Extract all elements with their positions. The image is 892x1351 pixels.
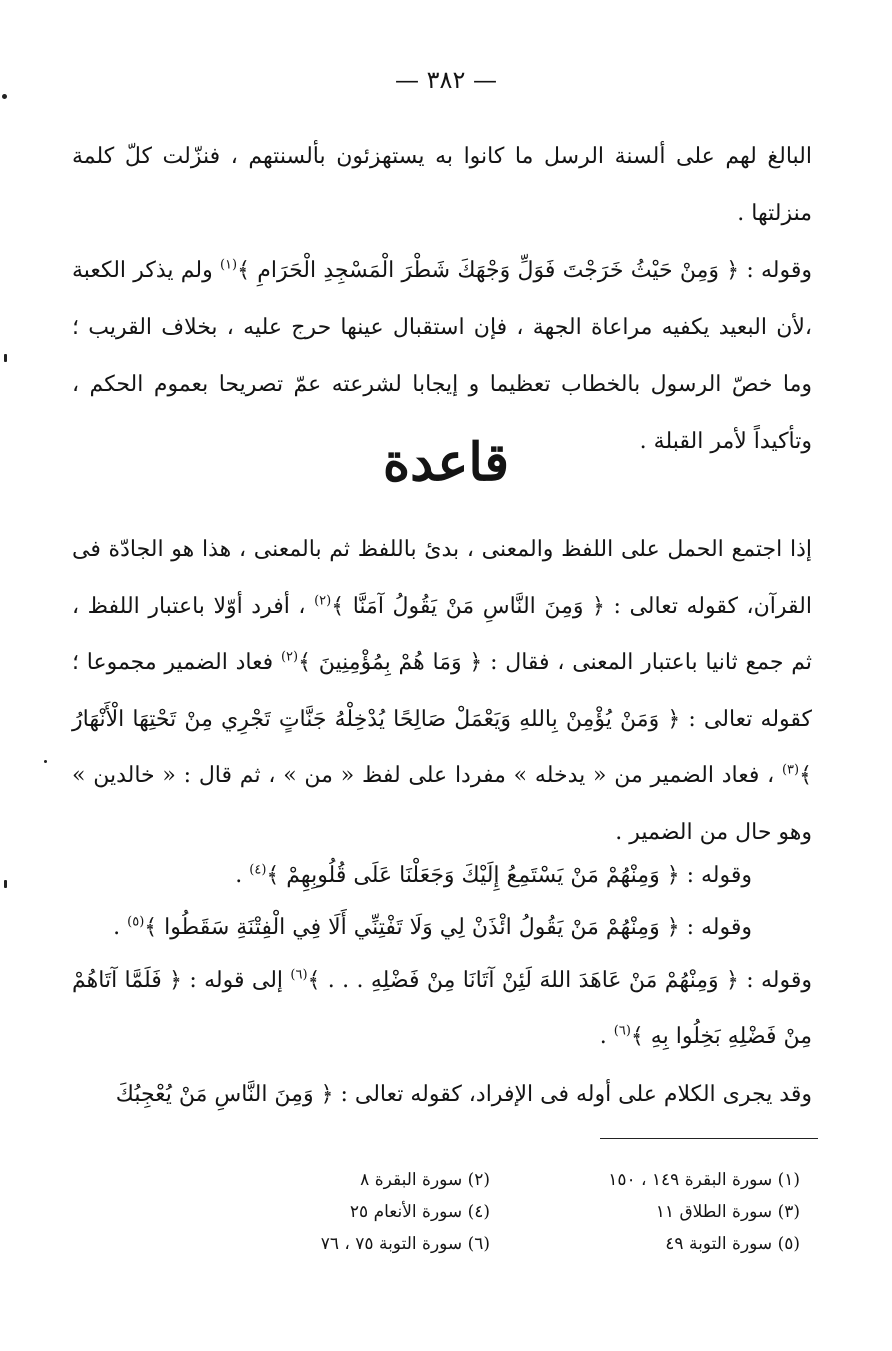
rule-text-2: ، أفرد أوّلا باعتبار اللفظ ، ثم جمع ثانيا باعتبار المعنى ، فقال : ﴿ وَمَا هُمْ بِمُؤْمِنِينَ ﴾ [72,593,812,675]
quote-line [72,848,752,904]
footnote-ref: (٥) [127,914,145,930]
quote-end: إلى قوله : ﴿ فَلَمَّا آتَاهُمْ مِنْ فَضْلِهِ بَخِلُوا بِهِ ﴾ [72,968,812,1049]
footnote-ref: (٤) [249,862,267,878]
footnote: (١) سورة البقرة ١٤٩ ، ١٥٠ [608,1170,800,1190]
scan-mark [44,760,47,763]
page-number: — ٣٨٢ — [395,66,497,94]
quran-quote: وقوله : ﴿ وَمِنْ حَيْثُ خَرَجْتَ فَوَلِّ وَجْهَكَ شَطْرَ الْمَسْجِدِ الْحَرَامِ ﴾ [237,258,812,283]
section-heading: قاعدة [382,432,510,493]
text-line: البالغ لهم على ألسنة الرسل ما كانوا به يستهزئون بألسنتهم ، فنزّلت كلّ كلمة منزلتها . [72,144,812,226]
footnote-ref: (٢) [314,593,332,609]
top-paragraph [72,128,812,470]
footnote: (٤) سورة الأنعام ٢٥ [349,1202,490,1222]
footnote-ref: (٦) [613,1023,631,1039]
footnote-ref: (١) [219,257,238,273]
footnote-ref: (٦) [290,967,308,983]
scan-mark [4,880,7,888]
rule-text-3: فعاد الضمير مجموعا ؛ كقوله تعالى : ﴿ وَمَنْ يُؤْمِنْ بِاللهِ وَيَعْمَلْ صَالِحًا يُدْخِلْهُ جَنَّاتٍ تَجْرِي مِنْ تَحْتِهَا الْأَنْهَارُ ﴾ [72,650,813,788]
footnote-ref: (٣) [781,762,800,778]
rule-text-1: إذا اجتمع الحمل على اللفظ والمعنى ، بدئ باللفظ ثم بالمعنى ، هذا هو الجادّة فى القرآن، كقوله تعالى : ﴿ وَمِنَ النَّاسِ مَنْ يَقُولُ آمَنَّا ﴾ [72,537,812,619]
closing-line: وقد يجرى الكلام على أوله فى الإفراد، كقوله تعالى : ﴿ وَمِنَ النَّاسِ مَنْ يُعْجِبُكَ [115,1082,812,1107]
footnote: (٣) سورة الطلاق ١١ [655,1202,800,1222]
quote-end: . [113,915,128,940]
scan-mark [4,354,7,362]
rule-paragraph [72,522,812,861]
footnote: (٦) سورة التوبة ٧٥ ، ٧٦ [320,1234,490,1254]
footnotes [200,1166,800,1258]
footnote: (٢) سورة البقرة ٨ [360,1170,490,1190]
footnote-divider [600,1138,818,1139]
quote-text: وقوله : ﴿ وَمِنْهُمْ مَنْ يَسْتَمِعُ إِلَيْكَ وَجَعَلْنَا عَلَى قُلُوبِهِمْ ﴾ [266,863,752,888]
quote-line [72,953,812,1065]
quote-end: . [599,1024,614,1049]
quote-text: وقوله : ﴿ وَمِنْهُمْ مَنْ عَاهَدَ اللهَ لَئِنْ آتَانَا مِنْ فَضْلِهِ . . . ﴾ [307,968,813,993]
quote-end: . [235,863,250,888]
scan-mark [2,94,7,99]
footnote-ref: (٢) [280,649,299,665]
quote-line [72,900,752,956]
text-continuation: ولم يذكر الكعبة ،لأن البعيد يكفيه مراعاة الجهة ، فإن استقبال عينها حرج عليه ، بخلاف القريب ؛ وما خصّ الرسول بالخطاب تعظيما و إيجابا لشرعته عمّ تصريحا بعموم الحكم ، وتأكيداً لأمر القبلة . [72,258,812,454]
quote-text: وقوله : ﴿ وَمِنْهُمْ مَنْ يَقُولُ ائْذَنْ لِي وَلَا تَفْتِنِّي أَلَا فِي الْفِتْنَةِ سَقَطُوا ﴾ [144,915,752,940]
rule-text-4: ، فعاد الضمير من « يدخله » مفردا على لفظ « من » ، ثم قال : « خالدين » وهو حال من الضمير . [72,763,812,845]
footnote: (٥) سورة التوبة ٤٩ [665,1234,800,1254]
